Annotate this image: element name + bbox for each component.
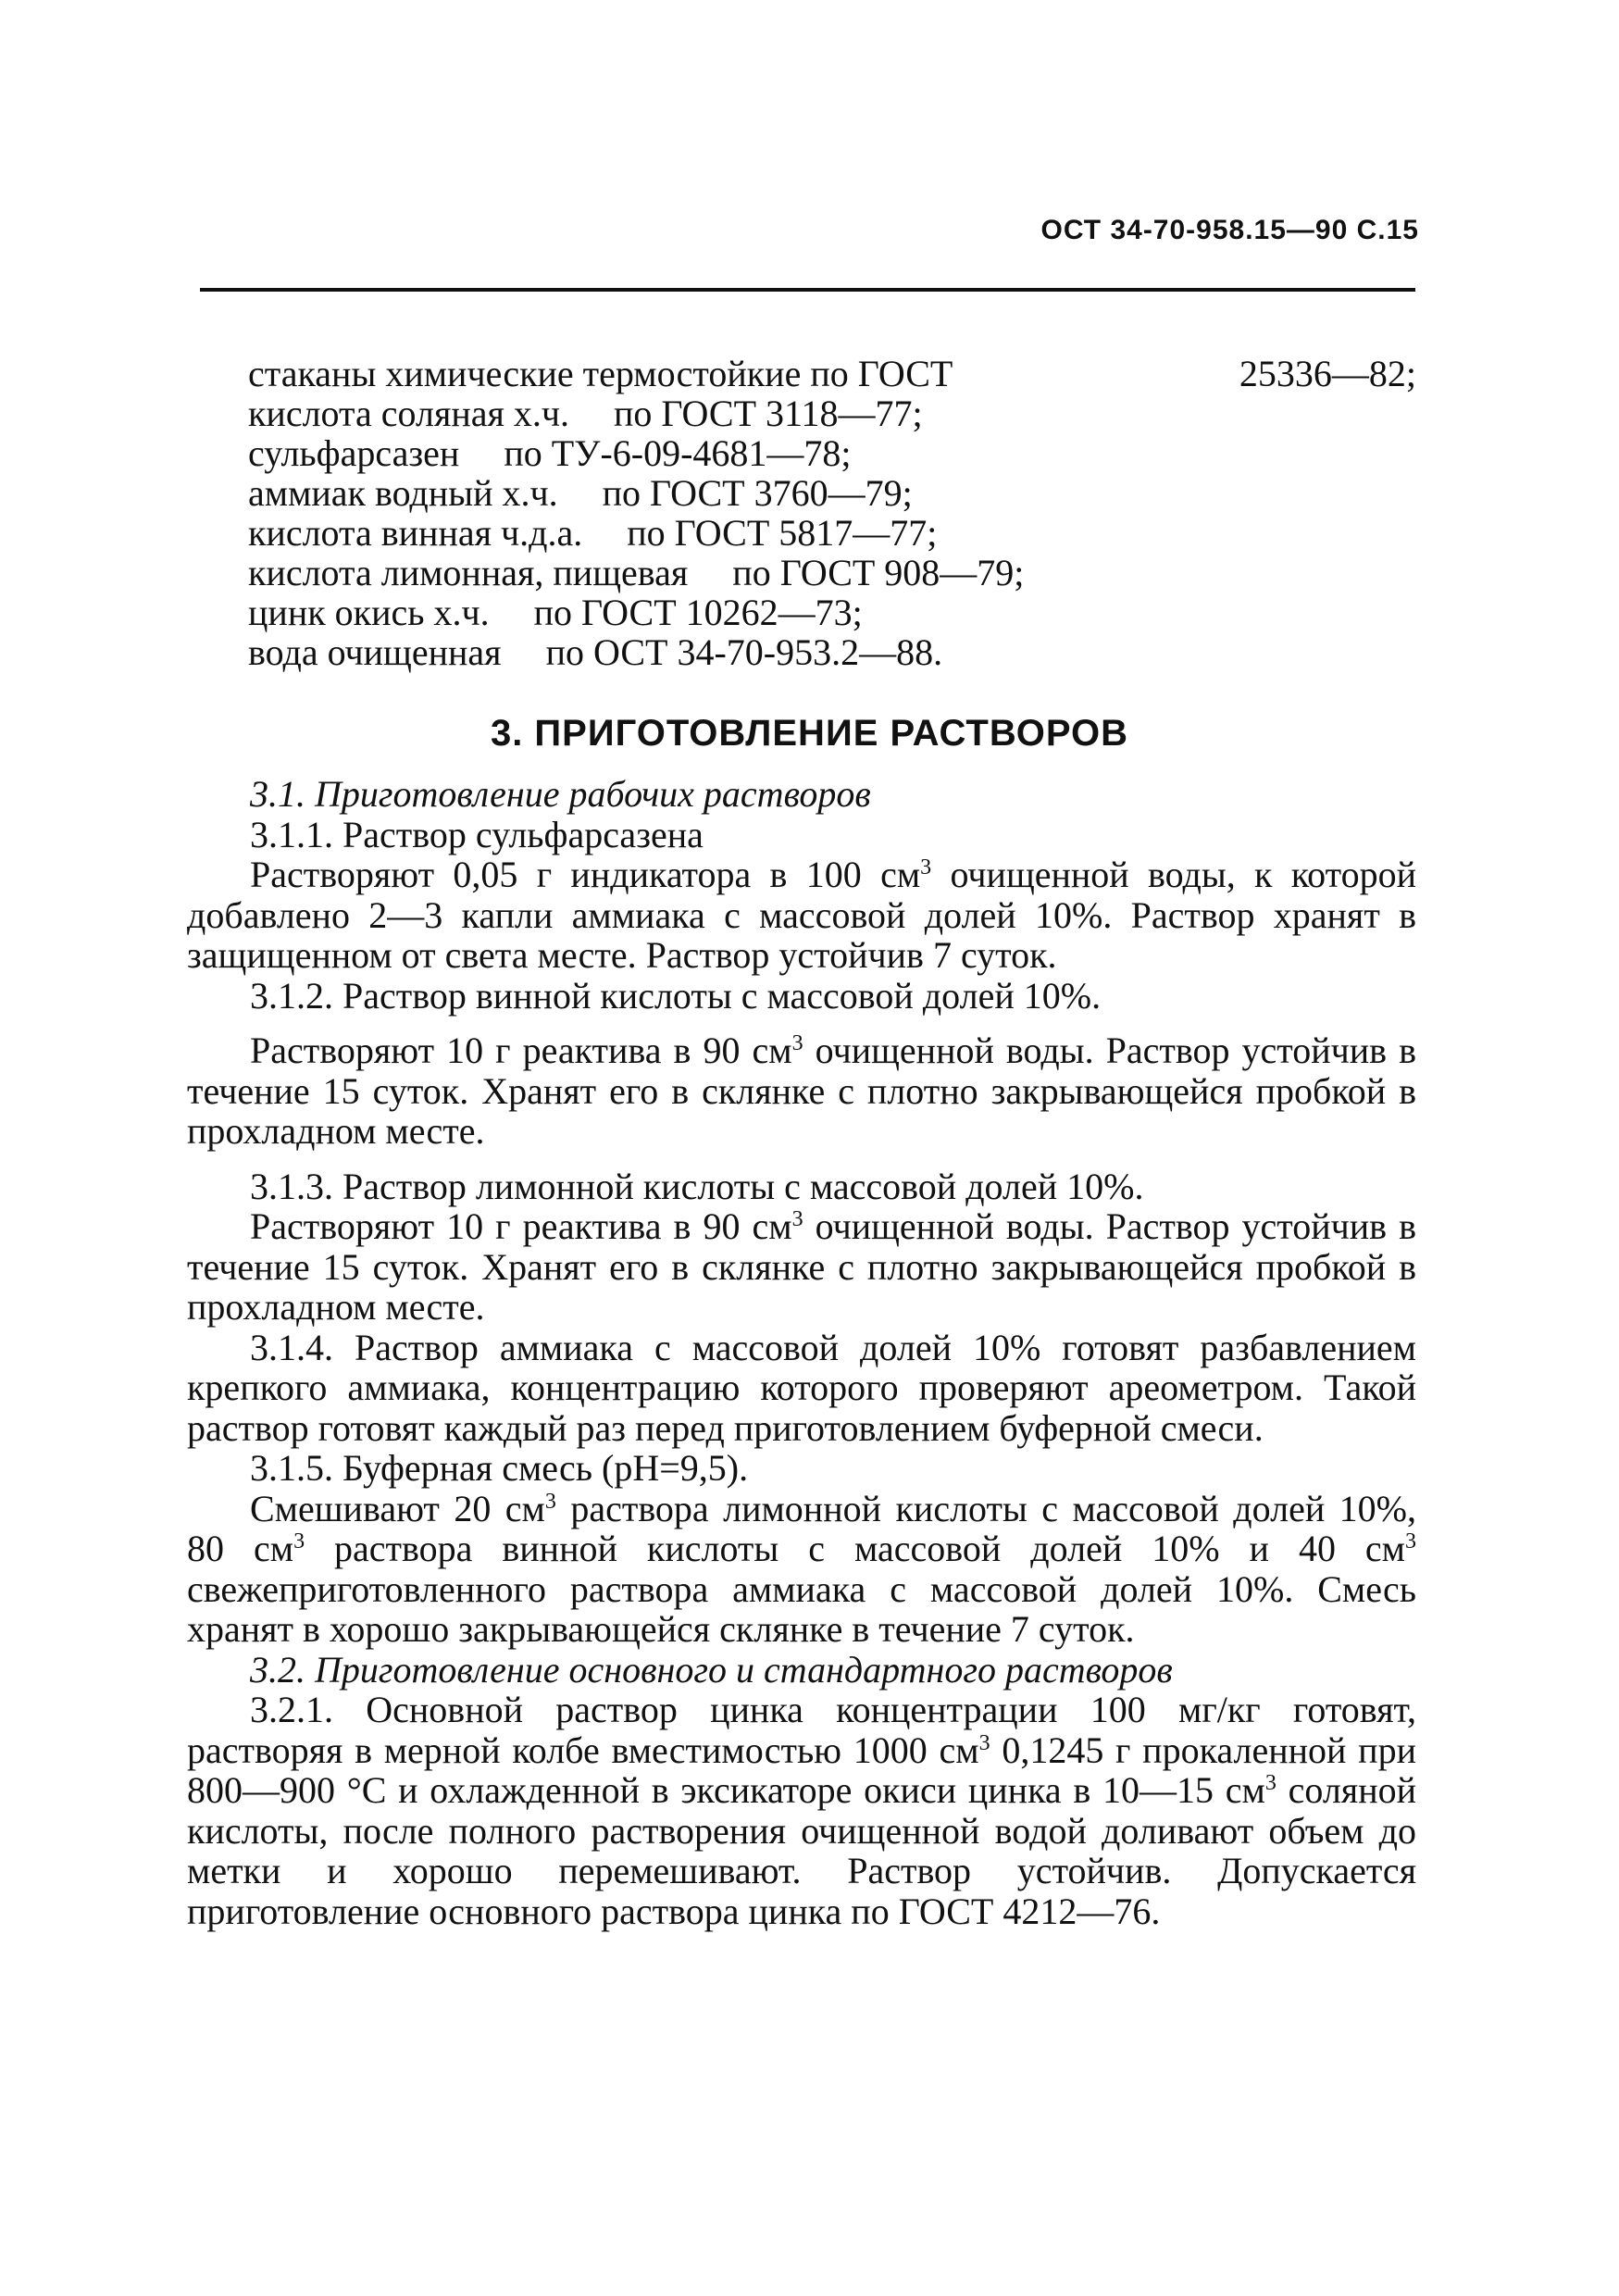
- paragraph: Смешивают 20 $см^3$ раствора лимонной кислоты с массовой долей 10%, 80 $см^3$ раствора винной кислоты с массовой долей 10% и 40 $см^3$ свежеприготовленного раствора аммиака с массовой долей 10%. Смесь хранят в хорошо закрывающейся склянке в течение 7 суток.: [187, 1487, 1416, 1650]
- material-ref: 25336—82;: [1239, 353, 1416, 394]
- material-name: вода очищенная: [248, 631, 502, 673]
- material-item: [248, 433, 1416, 473]
- document-header: ОСТ 34-70-958.15—90 С.15: [1040, 215, 1419, 245]
- item-title: 3.1.5. Буферная смесь (рН=9,5).: [250, 1447, 749, 1489]
- material-ref: по ГОСТ 10262—73;: [533, 592, 863, 633]
- paragraph: Растворяют 0,05 г индикатора в 100 $см^3$ очищенной воды, к которой добавлено 2—3 капли аммиака с массовой долей 10%. Раствор хранят в защищенном от света месте. Раствор устойчив 7 суток.: [187, 854, 1417, 976]
- material-item: [248, 393, 1416, 433]
- material-item: [248, 632, 1416, 672]
- item-title: 3.1.2. Раствор винной кислоты с массовой долей 10%.: [250, 974, 1102, 1017]
- material-name: стаканы химические термостойкие по ГОСТ: [248, 353, 953, 394]
- item-title: 3.1.1. Раствор сульфарсазена: [250, 813, 704, 855]
- material-ref: по ГОСТ 908—79;: [732, 552, 1025, 593]
- paragraph: Растворяют 10 г реактива в 90 $см^3$ очищенной воды. Раствор устойчив в течение 15 суток. Хранят его в склянке с плотно закрывающейся пробкой в прохладном месте.: [187, 1029, 1416, 1152]
- paragraph: 3.1.4. Раствор аммиака с массовой долей 10% готовят разбавлением крепкого аммиака, концентрацию которого проверяют ареометром. Такой раствор готовят каждый раз перед приготовлением буферной смеси.: [187, 1326, 1416, 1449]
- material-ref: по ГОСТ 3760—79;: [602, 472, 913, 514]
- material-item: [248, 354, 1416, 393]
- subsection-title: 3.2. Приготовление основного и стандартного растворов: [250, 1648, 1173, 1691]
- material-name: сульфарсазен: [248, 432, 460, 474]
- header-rule: [200, 288, 1415, 292]
- section-body: [187, 774, 1416, 1931]
- material-ref: по ГОСТ 3118—77;: [614, 393, 923, 434]
- paragraph: 3.2.1. Основной раствор цинка концентрации 100 мг/кг готовят, растворяя в мерной колбе вместимостью 1000 $см^3$ 0,1245 г прокаленной при 800—900 °С и охлажденной в эксикаторе окиси цинка в 10—15 $см^3$ соляной кислоты, после полного растворения очищенной водой доливают объем до метки и хорошо перемешивают. Раствор устойчив. Допускается приготовление основного раствора цинка по ГОСТ 4212—76.: [187, 1689, 1417, 1932]
- material-ref: по ГОСТ 5817—77;: [627, 512, 938, 554]
- material-ref: по ТУ-6-09-4681—78;: [504, 432, 852, 474]
- material-name: кислота винная ч.д.а.: [248, 512, 583, 554]
- material-item: [248, 513, 1416, 553]
- material-item: [248, 473, 1416, 513]
- material-item: [248, 593, 1416, 632]
- item-title: 3.1.3. Раствор лимонной кислоты с массовой долей 10%.: [250, 1165, 1144, 1207]
- material-ref: по ОСТ 34-70-953.2—88.: [545, 631, 943, 673]
- material-name: кислота лимонная, пищевая: [248, 552, 689, 593]
- subsection-title: 3.1. Приготовление рабочих растворов: [250, 773, 871, 815]
- material-name: аммиак водный х.ч.: [248, 472, 558, 514]
- material-name: цинк окись х.ч.: [248, 592, 490, 633]
- materials-list: [248, 354, 1416, 672]
- section-title: 3. ПРИГОТОВЛЕНИЕ РАСТВОРОВ: [490, 713, 1129, 754]
- paragraph: Растворяют 10 г реактива в 90 $см^3$ очищенной воды. Раствор устойчив в течение 15 суток. Хранят его в склянке с плотно закрывающейся пробкой в прохладном месте.: [187, 1205, 1416, 1328]
- material-item: [248, 553, 1416, 593]
- material-name: кислота соляная х.ч.: [248, 393, 570, 434]
